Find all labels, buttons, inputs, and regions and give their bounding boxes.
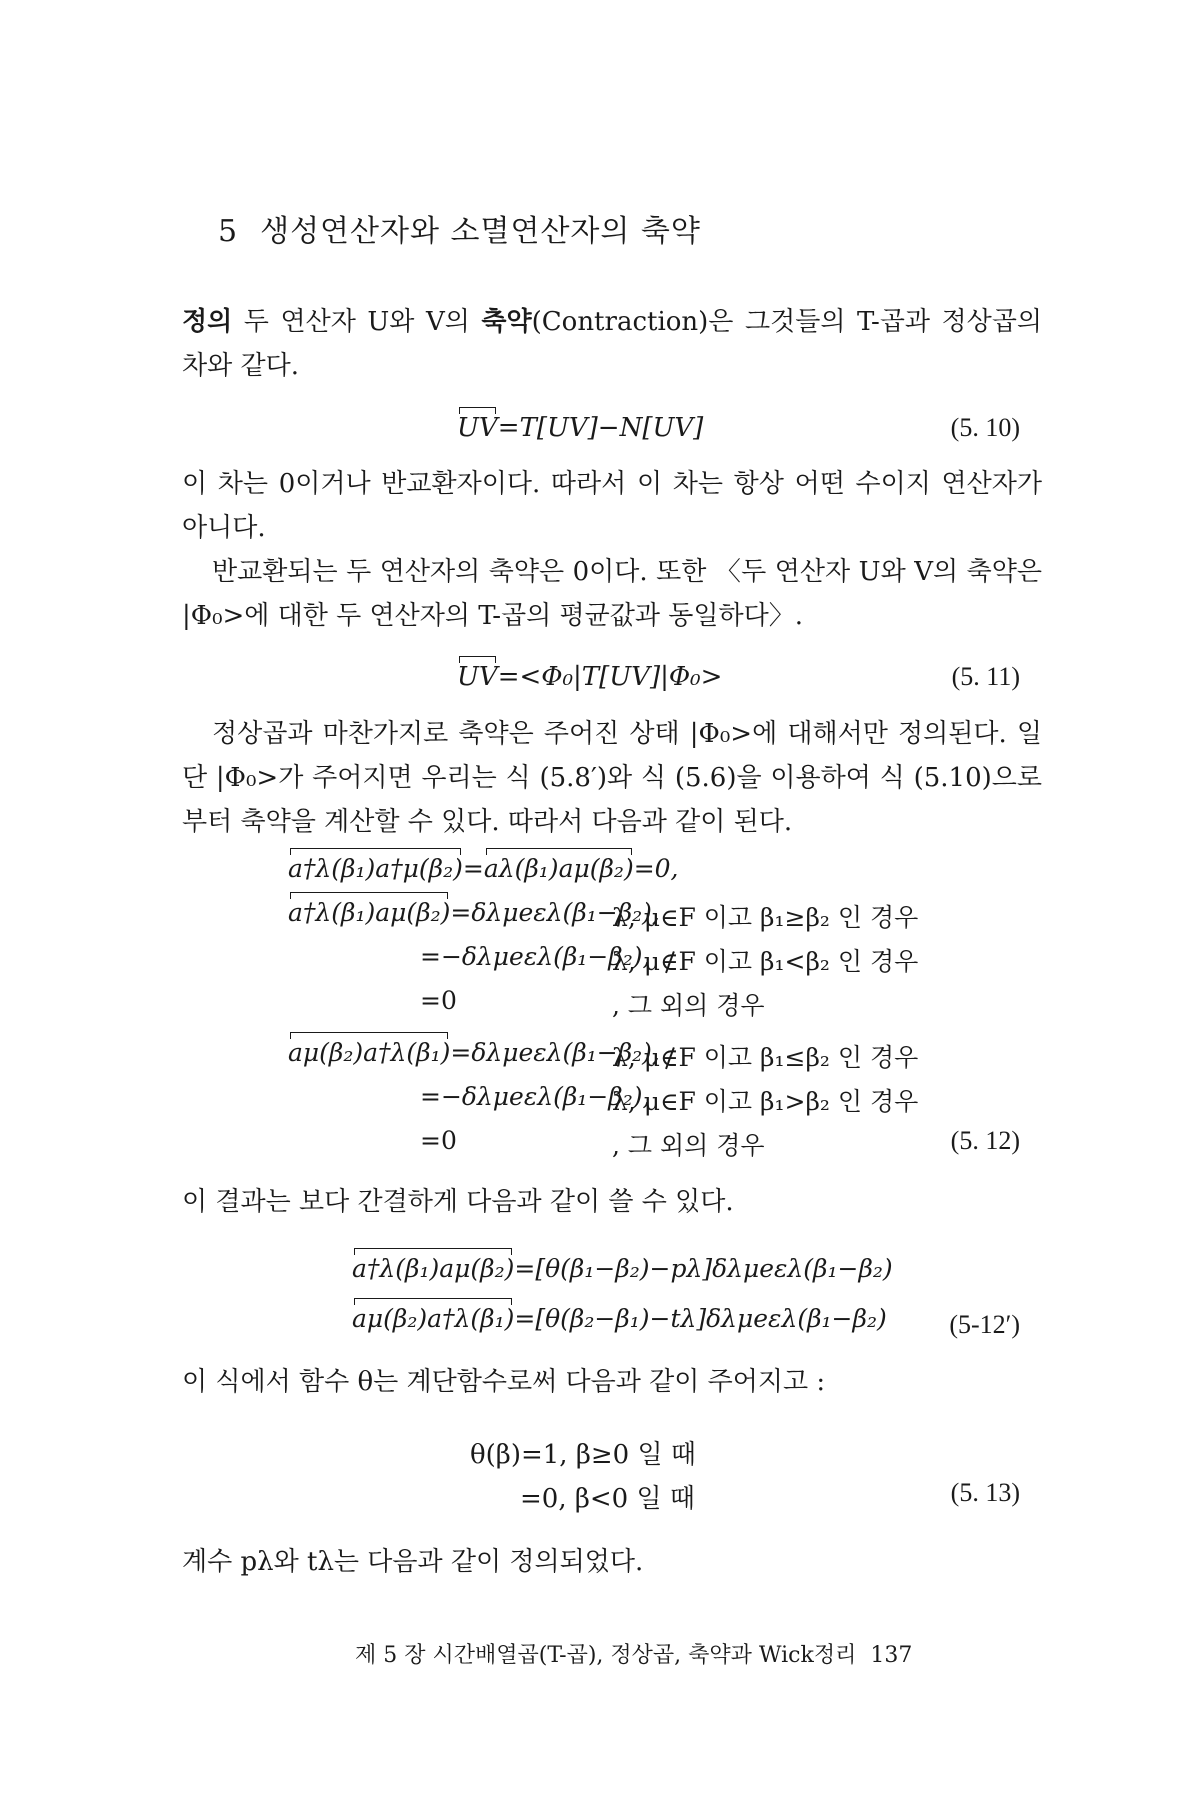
eq-5-12-line-5 — [288, 1038, 660, 1067]
footer-chapter: 제 5 장 시간배열곱(T-곱), 정상곱, 축약과 Wick정리 — [355, 1643, 857, 1668]
paragraph-1: 이 차는 0이거나 반교환자이다. 따라서 이 차는 항상 어떤 수이지 연산자가 아니다. — [182, 469, 1042, 543]
eq-5-12-line-6: =−δλμeελ(β₁−β₂), — [420, 1082, 651, 1111]
contraction-uv: UV — [457, 413, 498, 443]
definition-term: 축약 — [481, 307, 532, 337]
operator-a-mu-p2: aμ(β₂) — [352, 1304, 428, 1333]
eq-number-5-12-prime: (5-12′) — [949, 1310, 1020, 1339]
operator-a-dag-lambda-3: a†λ(β₁) — [363, 1038, 451, 1067]
eq-5-13-line-2: =0, β<0 일 때 — [520, 1484, 695, 1514]
page-number: 137 — [870, 1643, 913, 1668]
section-title-text: 생성연산자와 소멸연산자의 축약 — [260, 214, 701, 249]
paragraph-3: 정상곱과 마찬가지로 축약은 주어진 상태 |Φ₀>에 대해서만 정의된다. 일단 |Φ₀>가 주어지면 우리는 식 (5.8′)와 식 (5.6)을 이용하여 식 (5.10)으로부터 축약을 계산할 수 있다. 따라서 다음과 같이 된다. — [182, 719, 1042, 837]
eq-5-12-line-5-rhs: =δλμeελ(β₁−β₂), — [450, 1038, 660, 1067]
operator-a-dag-lambda-2: a†λ(β₁) — [288, 898, 376, 927]
operator-a-mu: aμ(β₂) — [558, 854, 634, 883]
paragraph-5: 이 식에서 함수 θ는 계단함수로써 다음과 같이 주어지고 : — [182, 1367, 826, 1397]
operator-a-lambda: aλ(β₁) — [483, 854, 559, 883]
eq-5-12-line-6-cond: λ, μ∈F 이고 β₁>β₂ 인 경우 — [612, 1087, 919, 1116]
operator-a-dag-mu: a†μ(β₂) — [375, 854, 463, 883]
eq-5-12p-line-2-rhs: =[θ(β₂−β₁)−tλ]δλμeελ(β₁−β₂) — [514, 1304, 887, 1333]
operator-a-dag-lambda: a†λ(β₁) — [288, 854, 376, 883]
eq-5-12p-line-1-rhs: =[θ(β₁−β₂)−pλ]δλμeελ(β₁−β₂) — [514, 1254, 893, 1283]
operator-a-mu-2: aμ(β₂) — [375, 898, 451, 927]
eq-5-12-line-2 — [288, 898, 660, 927]
contraction-uv-2: UV — [457, 662, 498, 692]
eq-5-12-line-3: =−δλμeελ(β₁−β₂), — [420, 942, 651, 971]
operator-a-dag-lambda-p2: a†λ(β₁) — [427, 1304, 515, 1333]
eq-5-11-rhs: =<Φ₀|T[UV]|Φ₀> — [497, 662, 723, 692]
paragraph-2: 반교환되는 두 연산자의 축약은 0이다. 또한 〈두 연산자 U와 V의 축약은 |Φ₀>에 대한 두 연산자의 T-곱의 평균값과 동일하다〉. — [182, 557, 1042, 631]
eq-number-5-10: (5. 10) — [950, 413, 1020, 442]
eq-number-5-11: (5. 11) — [951, 662, 1020, 691]
eq-5-12-line-7: =0 — [420, 1126, 457, 1155]
eq-number-5-13: (5. 13) — [950, 1478, 1020, 1507]
eq-5-13-line-1: θ(β)=1, β≥0 일 때 — [470, 1440, 696, 1470]
definition-text-a: 두 연산자 U와 V의 — [243, 307, 482, 337]
equation-5-10 — [457, 413, 703, 443]
definition-label: 정의 — [182, 307, 233, 337]
eq-5-12p-line-1 — [352, 1254, 893, 1283]
eq-5-12-line-3-cond: λ, μ∉F 이고 β₁<β₂ 인 경우 — [612, 947, 919, 976]
operator-a-mu-p: aμ(β₂) — [439, 1254, 515, 1283]
eq-5-12-line-1: a†λ(β₁)a†μ(β₂)=aλ(β₁)aμ(β₂)=0, — [288, 854, 679, 883]
eq-5-12-line-4-cond: , 그 외의 경우 — [612, 991, 765, 1020]
eq-number-5-12: (5. 12) — [950, 1126, 1020, 1155]
eq-5-12-line-1-end: =0, — [633, 854, 679, 883]
contraction-a-a-dag-p — [352, 1304, 514, 1333]
section-number: 5 — [218, 214, 239, 249]
eq-5-12-line-7-cond: , 그 외의 경우 — [612, 1131, 765, 1160]
section-title — [218, 206, 701, 250]
eq-5-12p-line-2 — [352, 1304, 887, 1333]
eq-5-12-line-4: =0 — [420, 986, 457, 1015]
page-footer — [355, 1638, 912, 1669]
paragraph-6: 계수 pλ와 tλ는 다음과 같이 정의되었다. — [182, 1547, 644, 1577]
eq-5-12-line-5-cond: λ, μ∉F 이고 β₁≤β₂ 인 경우 — [612, 1043, 919, 1072]
operator-a-mu-3: aμ(β₂) — [288, 1038, 364, 1067]
equation-5-11 — [457, 662, 722, 692]
definition-paragraph — [182, 300, 1042, 388]
eq-5-10-rhs: =T[UV]−N[UV] — [497, 413, 704, 443]
contraction-a-a — [484, 854, 634, 883]
eq-5-12-line-2-cond: λ, μ∈F 이고 β₁≥β₂ 인 경우 — [612, 903, 919, 932]
eq-5-12-line-2-rhs: =δλμeελ(β₁−β₂), — [450, 898, 660, 927]
operator-a-dag-lambda-p: a†λ(β₁) — [352, 1254, 440, 1283]
contraction-a-dag-a-dag — [288, 854, 463, 883]
contraction-a-dag-a — [288, 898, 450, 927]
contraction-a-a-dag — [288, 1038, 450, 1067]
contraction-a-dag-a-p — [352, 1254, 514, 1283]
paragraph-4: 이 결과는 보다 간결하게 다음과 같이 쓸 수 있다. — [182, 1187, 734, 1217]
definition-text-b: (Contraction)은 그것들의 T-곱과 정상곱의 차와 같다. — [182, 307, 1043, 381]
